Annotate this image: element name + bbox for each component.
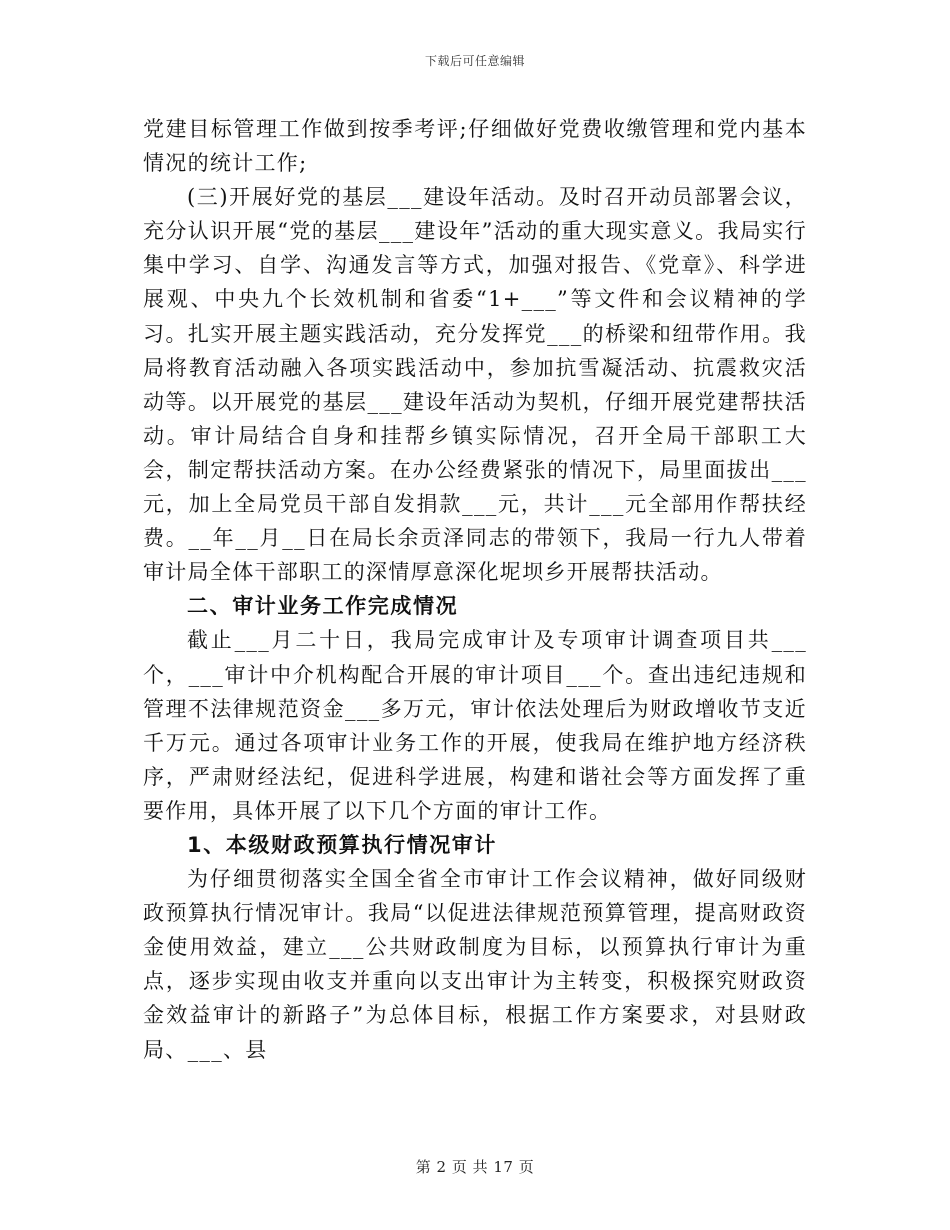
subsection-heading: 1、本级财政预算执行情况审计: [187, 832, 498, 857]
page-number: 第 2 页 共 17 页: [415, 1158, 535, 1176]
paragraph: 为仔细贯彻落实全国全省全市审计工作会议精神，做好同级财政预算执行情况审计。我局“以促进法律规范预算管理，提高财政资金使用效益，建立___公共财政制度为目标，以预算执行审计为重点，逐步实现由收支并重向以支出审计为主转变，积极探究财政资金效益审计的新路子”为总体目标，根据工作方案要求，对县财政局、___、县: [143, 867, 807, 1062]
document-body: [143, 112, 807, 1067]
paragraph: 截止___月二十日，我局完成审计及专项审计调查项目共___个，___审计中介机构配合开展的审计项目___个。查出违纪违规和管理不法律规范资金___多万元，审计依法处理后为财政增收节支近千万元。通过各项审计业务工作的开展，使我局在维护地方经济秩序，严肃财经法纪，促进科学进展，构建和谐社会等方面发挥了重要作用，具体开展了以下几个方面的审计工作。: [143, 628, 807, 823]
section-heading: 二、审计业务工作完成情况: [187, 594, 459, 619]
paragraph: (三)开展好党的基层___建设年活动。及时召开动员部署会议，充分认识开展“党的基层___建设年”活动的重大现实意义。我局实行集中学习、自学、沟通发言等方式，加强对报告、《党章》、科学进展观、中央九个长效机制和省委“1+___”等文件和会议精神的学习。扎实开展主题实践活动，充分发挥党___的桥梁和纽带作用。我局将教育活动融入各项实践活动中，参加抗雪凝活动、抗震救灾活动等。以开展党的基层___建设年活动为契机，仔细开展党建帮扶活动。审计局结合自身和挂帮乡镇实际情况，召开全局干部职工大会，制定帮扶活动方案。在办公经费紧张的情况下，局里面拔出___元，加上全局党员干部自发捐款___元，共计___元全部用作帮扶经费。__年__月__日在局长余贡泽同志的带领下，我局一行九人带着审计局全体干部职工的深情厚意深化坭坝乡开展帮扶活动。: [143, 185, 807, 585]
page-header-note: 下载后可任意编辑: [424, 54, 525, 68]
paragraph: 党建目标管理工作做到按季考评;仔细做好党费收缴管理和党内基本情况的统计工作;: [143, 117, 807, 176]
